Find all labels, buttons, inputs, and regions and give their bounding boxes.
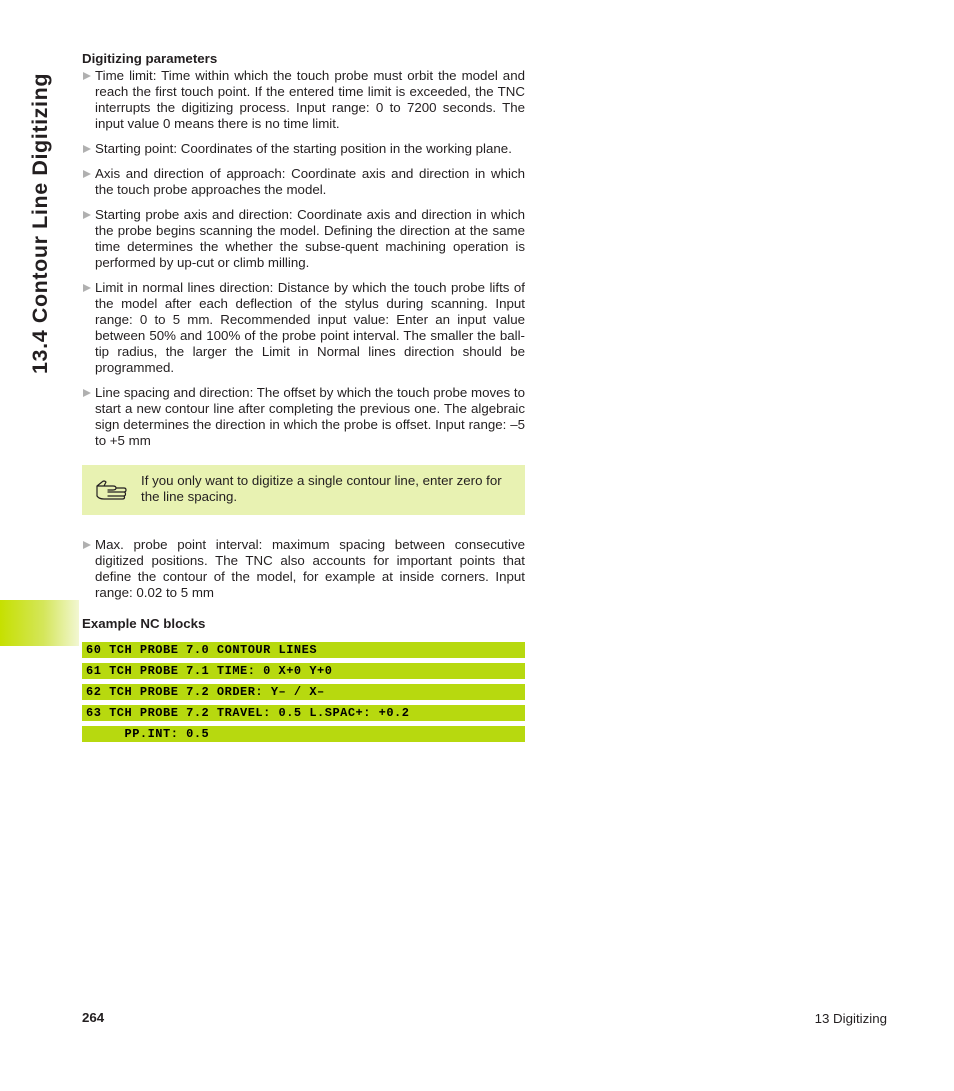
param-starting-point [82,141,525,157]
param-text: Max. probe point interval: maximum spacing between consecutive digitized positions. The TNC also accounts for important points that define the contour of the model, for example at inside corners. Input range: 0.02 to 5 mm [95,537,525,600]
footer-chapter-title: 13 Digitizing [814,1011,887,1026]
chapter-section-title: 13.4 Contour Line Digitizing [28,72,52,374]
triangle-bullet-icon [83,170,91,178]
triangle-bullet-icon [83,145,91,153]
param-text: Axis and direction of approach: Coordinate axis and direction in which the touch probe approaches the model. [95,166,525,197]
triangle-bullet-icon [83,389,91,397]
page-number: 264 [82,1010,105,1025]
triangle-bullet-icon [83,211,91,219]
section-heading-digitizing-parameters: Digitizing parameters [82,51,218,66]
triangle-bullet-icon [83,284,91,292]
param-starting-probe-axis [82,207,525,271]
param-text: Time limit: Time within which the touch probe must orbit the model and reach the first touch point. If the entered time limit is exceeded, the TNC interrupts the digitizing process. Input range: 0 to 7200 seconds. The input value 0 means there is no time limit. [95,68,525,131]
nc-block-line: 60 TCH PROBE 7.0 CONTOUR LINES [82,642,525,658]
param-text: Starting probe axis and direction: Coordinate axis and direction in which the probe begins scanning the model. Defining the direction at the same time determines the whether the subse-quent machining operation is performed by up-cut or climb milling. [95,207,525,270]
section-heading-example-nc-blocks: Example NC blocks [82,616,206,631]
param-text: Line spacing and direction: The offset by which the touch probe moves to start a new contour line after completing the previous one. The algebraic sign determines the direction in which the probe is offset. Input range: –5 to +5 mm [95,385,525,448]
triangle-bullet-icon [83,541,91,549]
param-text: Starting point: Coordinates of the starting position in the working plane. [95,141,512,156]
chapter-tab-marker [0,600,79,646]
note-text: If you only want to digitize a single contour line, enter zero for the line spacing. [141,473,502,504]
nc-block-line: PP.INT: 0.5 [82,726,525,742]
param-axis-direction-approach [82,166,525,198]
param-limit-normal-lines [82,280,525,376]
nc-block-line: 62 TCH PROBE 7.2 ORDER: Y– / X– [82,684,525,700]
param-text: Limit in normal lines direction: Distance by which the touch probe lifts of the model after each deflection of the stylus during scanning. Input range: 0 to 5 mm. Recommended input value: Enter an input value between 50% and 100% of the probe point interval. The smaller the ball-tip radius, the larger the Limit in Normal lines direction should be programmed. [95,280,525,375]
nc-block-line: 61 TCH PROBE 7.1 TIME: 0 X+0 Y+0 [82,663,525,679]
page-content [82,50,525,747]
param-max-probe-point-interval [82,537,525,601]
pointing-hand-icon [94,477,130,501]
param-time-limit [82,68,525,132]
triangle-bullet-icon [83,72,91,80]
note-box [82,465,525,515]
nc-block-line: 63 TCH PROBE 7.2 TRAVEL: 0.5 L.SPAC+: +0.2 [82,705,525,721]
param-line-spacing [82,385,525,449]
